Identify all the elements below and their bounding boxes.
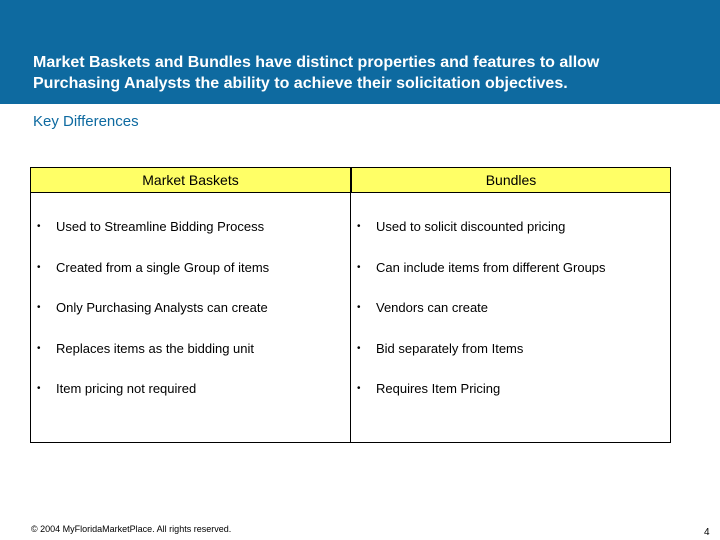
list-item-text: Bid separately from Items: [376, 340, 524, 356]
bullet-icon: •: [357, 302, 361, 313]
bundles-column: [351, 193, 671, 443]
market-baskets-header: Market Baskets: [30, 167, 351, 193]
list-item: [357, 341, 606, 382]
title-banner: [0, 0, 720, 104]
list-item-text: Requires Item Pricing: [376, 381, 501, 396]
list-item: [37, 260, 269, 301]
bullet-icon: •: [357, 221, 361, 232]
list-item-text: Replaces items as the bidding unit: [56, 340, 255, 356]
bundles-list: [357, 219, 606, 422]
list-item: [357, 260, 606, 301]
bullet-icon: •: [37, 383, 41, 394]
list-item-text: Only Purchasing Analysts can create: [56, 300, 268, 315]
list-item-text: Used to Streamline Bidding Process: [56, 219, 265, 234]
bullet-icon: •: [357, 342, 361, 354]
slide-title-line-1: Market Baskets and Bundles have distinct properties and features to allow: [33, 54, 600, 71]
market-baskets-column: [30, 193, 351, 443]
list-item-text: Created from a single Group of items: [56, 259, 270, 275]
copyright-notice: © 2004 MyFloridaMarketPlace. All rights reserved.: [31, 524, 232, 534]
slide-title: [33, 52, 703, 94]
bullet-icon: •: [357, 383, 361, 394]
list-item: [37, 341, 269, 382]
section-subtitle: Key Differences: [33, 113, 139, 130]
bullet-icon: •: [37, 302, 41, 313]
page-number: 4: [704, 527, 710, 538]
slide-title-line-2: Purchasing Analysts the ability to achieve their solicitation objectives.: [33, 75, 568, 92]
bullet-icon: •: [37, 261, 41, 273]
list-item-text: Used to solicit discounted pricing: [376, 219, 566, 234]
list-item-text: Can include items from different Groups: [376, 259, 606, 275]
bullet-icon: •: [357, 261, 361, 273]
bullet-icon: •: [37, 342, 41, 354]
list-item: [357, 219, 606, 260]
list-item: [357, 381, 606, 422]
list-item: [357, 300, 606, 341]
bullet-icon: •: [37, 221, 41, 232]
list-item: [37, 300, 269, 341]
list-item: [37, 219, 269, 260]
bundles-header: Bundles: [351, 167, 671, 193]
list-item: [37, 381, 269, 422]
list-item-text: Vendors can create: [376, 300, 489, 315]
list-item-text: Item pricing not required: [56, 381, 197, 396]
market-baskets-list: [37, 219, 269, 422]
